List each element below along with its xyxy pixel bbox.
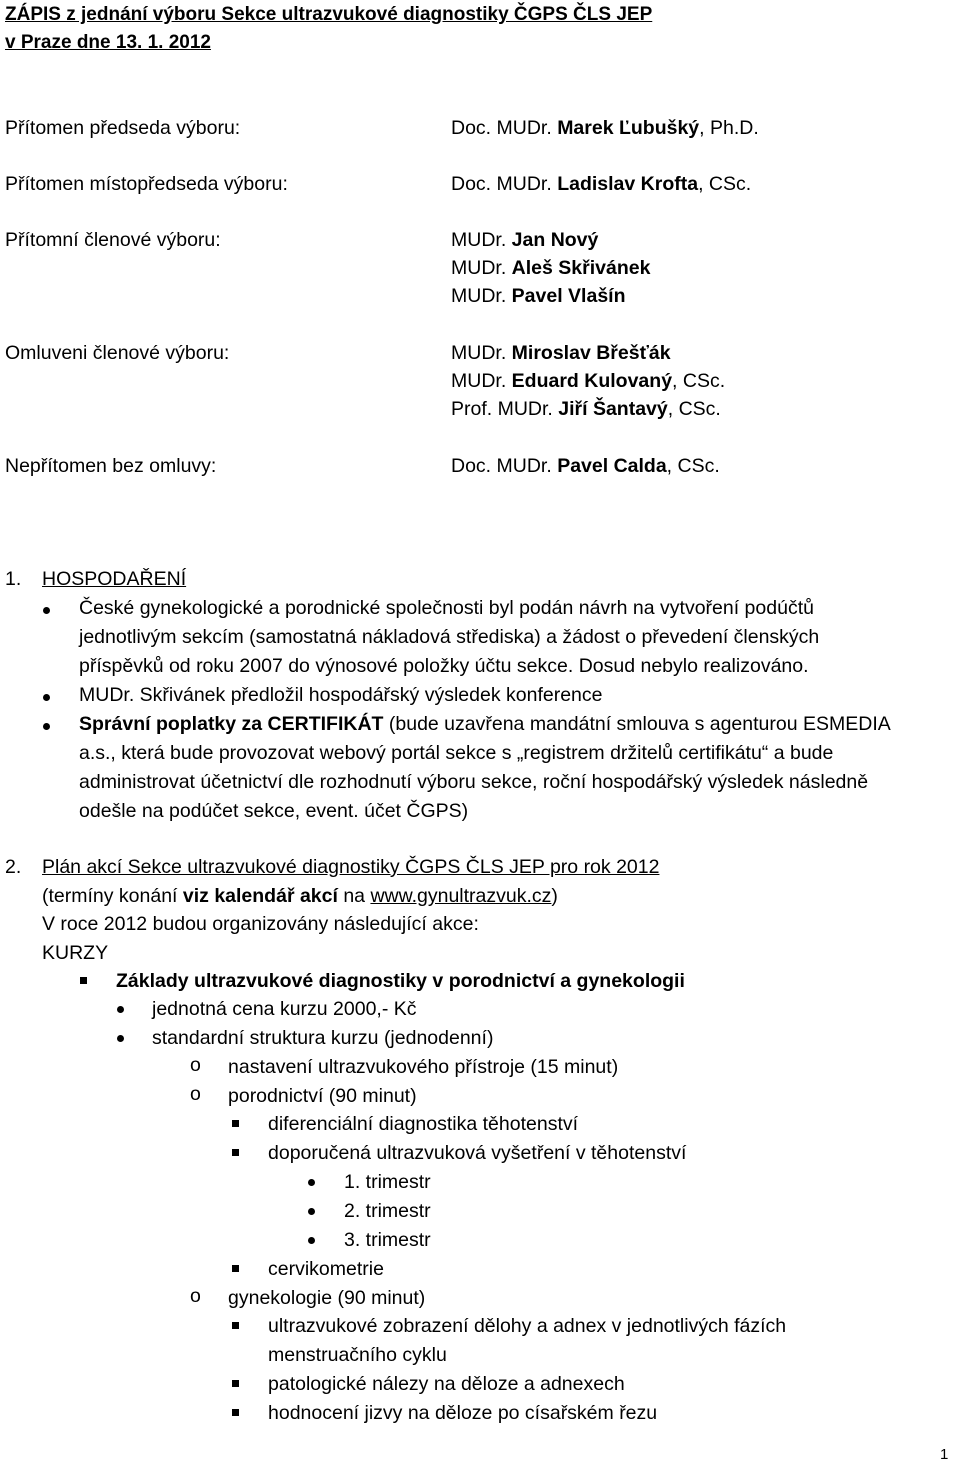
section2-heading: Plán akcí Sekce ultrazvukové diagnostiky ČGPS ČLS JEP pro rok 2012 bbox=[42, 856, 660, 878]
website-link[interactable]: www.gynultrazvuk.cz bbox=[370, 885, 552, 907]
section1-bullet1-line: příspěvků od roku 2007 do výnosové položky účtu sekce. Dosud nebylo realizováno. bbox=[79, 655, 809, 677]
document-title-line1: ZÁPIS z jednání výboru Sekce ultrazvukové diagnostiky ČGPS ČLS JEP bbox=[5, 4, 653, 25]
page-number: 1 bbox=[940, 1446, 949, 1463]
gynecology-subitem: hodnocení jizvy na děloze po císařském řezu bbox=[268, 1402, 658, 1424]
gynecology-subitem: patologické nálezy na děloze a adnexech bbox=[268, 1373, 625, 1395]
section1-bullet2: MUDr. Skřivánek předložil hospodářský výsledek konference bbox=[79, 684, 603, 706]
square-bullet-icon bbox=[232, 1380, 239, 1387]
section2-calendar-note: (termíny konání viz kalendář akcí na www.gynultrazvuk.cz) bbox=[42, 885, 558, 907]
member-name: MUDr. Aleš Skřivánek bbox=[451, 257, 651, 279]
excused-name: MUDr. Miroslav Břešťák bbox=[451, 342, 671, 364]
obstetrics-subitem: diferenciální diagnostika těhotenství bbox=[268, 1113, 579, 1135]
square-bullet-icon bbox=[232, 1322, 239, 1329]
square-bullet-icon bbox=[232, 1120, 239, 1127]
bullet-icon bbox=[308, 1208, 315, 1215]
bullet-icon bbox=[117, 1035, 124, 1042]
obstetrics-subitem: doporučená ultrazvuková vyšetření v těhotenství bbox=[268, 1142, 687, 1164]
section2-intro: V roce 2012 budou organizovány následující akce: bbox=[42, 913, 479, 935]
bullet-icon bbox=[43, 607, 50, 614]
course-item-obstetrics: porodnictví (90 minut) bbox=[228, 1085, 417, 1107]
course-structure: standardní struktura kurzu (jednodenní) bbox=[152, 1027, 494, 1049]
excused-label: Omluveni členové výboru: bbox=[5, 342, 230, 364]
section1-number: 1. bbox=[5, 568, 22, 590]
chair-name: Doc. MUDr. Marek Ľubušký, Ph.D. bbox=[451, 117, 759, 139]
section1-bullet3: Správní poplatky za CERTIFIKÁT (bude uzavřena mandátní smlouva s agenturou ESMEDIA bbox=[79, 713, 891, 735]
square-bullet-icon bbox=[232, 1265, 239, 1272]
square-bullet-icon bbox=[232, 1409, 239, 1416]
section1-bullet3-line: a.s., která bude provozovat webový portál sekce s „registrem držitelů certifikátu“ a bude bbox=[79, 742, 834, 764]
trimester-item: 1. trimestr bbox=[344, 1171, 431, 1193]
member-name: MUDr. Jan Nový bbox=[451, 229, 599, 251]
trimester-item: 3. trimestr bbox=[344, 1229, 431, 1251]
members-label: Přítomní členové výboru: bbox=[5, 229, 221, 251]
gynecology-subitem: ultrazvukové zobrazení dělohy a adnex v jednotlivých fázích bbox=[268, 1315, 787, 1337]
bullet-icon bbox=[43, 723, 50, 730]
section1-bullet1-line: České gynekologické a porodnické společnosti byl podán návrh na vytvoření podúčtů bbox=[79, 597, 814, 619]
absent-name: Doc. MUDr. Pavel Calda, CSc. bbox=[451, 455, 720, 477]
section1-bullet3-line: odešle na podúčet sekce, event. účet ČGPS) bbox=[79, 800, 469, 822]
bullet-icon bbox=[43, 694, 50, 701]
circle-bullet-icon: o bbox=[190, 1285, 201, 1307]
section2-courses-label: KURZY bbox=[42, 942, 109, 964]
course-price: jednotná cena kurzu 2000,- Kč bbox=[152, 998, 417, 1020]
obstetrics-subitem: cervikometrie bbox=[268, 1258, 384, 1280]
document-title-line2: v Praze dne 13. 1. 2012 bbox=[5, 32, 211, 53]
bullet-icon bbox=[308, 1179, 315, 1186]
trimester-item: 2. trimestr bbox=[344, 1200, 431, 1222]
section2-number: 2. bbox=[5, 856, 22, 878]
course-item-gynecology: gynekologie (90 minut) bbox=[228, 1287, 426, 1309]
absent-label: Nepřítomen bez omluvy: bbox=[5, 455, 217, 477]
bullet-icon bbox=[117, 1006, 124, 1013]
section1-bullet3-line: administrovat účetnictví dle rozhodnutí výboru sekce, roční hospodářský výsledek následně bbox=[79, 771, 869, 793]
square-bullet-icon bbox=[232, 1149, 239, 1156]
section1-bullet1-line: jednotlivým sekcím (samostatná nákladová střediska) a žádost o převedení členských bbox=[79, 626, 820, 648]
vice-chair-label: Přítomen místopředseda výboru: bbox=[5, 173, 288, 195]
square-bullet-icon bbox=[80, 977, 87, 984]
bullet-icon bbox=[308, 1237, 315, 1244]
circle-bullet-icon: o bbox=[190, 1054, 201, 1076]
vice-chair-name: Doc. MUDr. Ladislav Krofta, CSc. bbox=[451, 173, 752, 195]
circle-bullet-icon: o bbox=[190, 1083, 201, 1105]
gynecology-subitem-cont: menstruačního cyklu bbox=[268, 1344, 447, 1366]
excused-name: MUDr. Eduard Kulovaný, CSc. bbox=[451, 370, 726, 392]
section1-heading: HOSPODAŘENÍ bbox=[42, 568, 187, 590]
course-item-setup: nastavení ultrazvukového přístroje (15 minut) bbox=[228, 1056, 619, 1078]
excused-name: Prof. MUDr. Jiří Šantavý, CSc. bbox=[451, 398, 721, 420]
chair-label: Přítomen předseda výboru: bbox=[5, 117, 241, 139]
course-title: Základy ultrazvukové diagnostiky v porodnictví a gynekologii bbox=[116, 970, 685, 992]
member-name: MUDr. Pavel Vlašín bbox=[451, 285, 626, 307]
